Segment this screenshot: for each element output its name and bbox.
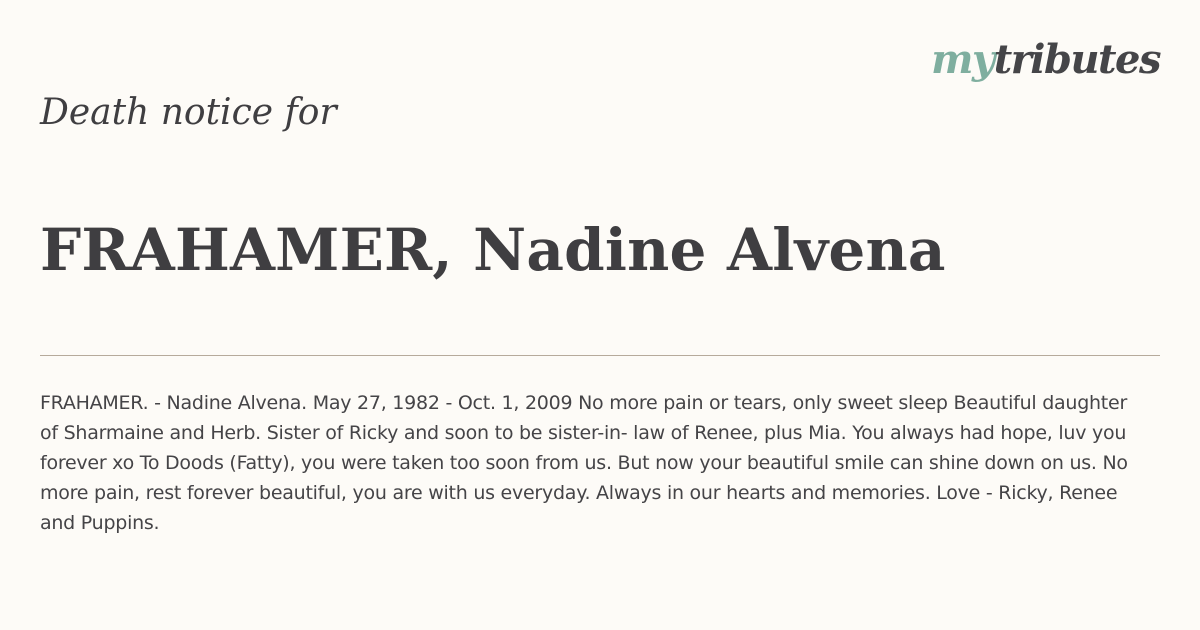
logo-tributes-text: tributes [993,36,1160,83]
divider [40,355,1160,356]
mytributes-logo[interactable] [931,32,1160,88]
notice-heading: Death notice for [40,92,337,133]
notice-text: FRAHAMER. - Nadine Alvena. May 27, 1982 - Oct. 1, 2009 No more pain or tears, only sweet sleep Beautiful daughter of Sharmaine and Herb. Sister of Ricky and soon to be sister-in- law of Renee, plus Mia. You always had hope, luv you forever xo To Doods (Fatty), you were taken too soon from us. But now your beautiful smile can shine down on us. No more pain, rest forever beautiful, you are with us everyday. Always in our hearts and memories. Love - Ricky, Renee and Puppins. [40,392,1128,534]
deceased-name: FRAHAMER, Nadine Alvena [40,216,946,284]
logo-my-text: my [931,36,994,83]
